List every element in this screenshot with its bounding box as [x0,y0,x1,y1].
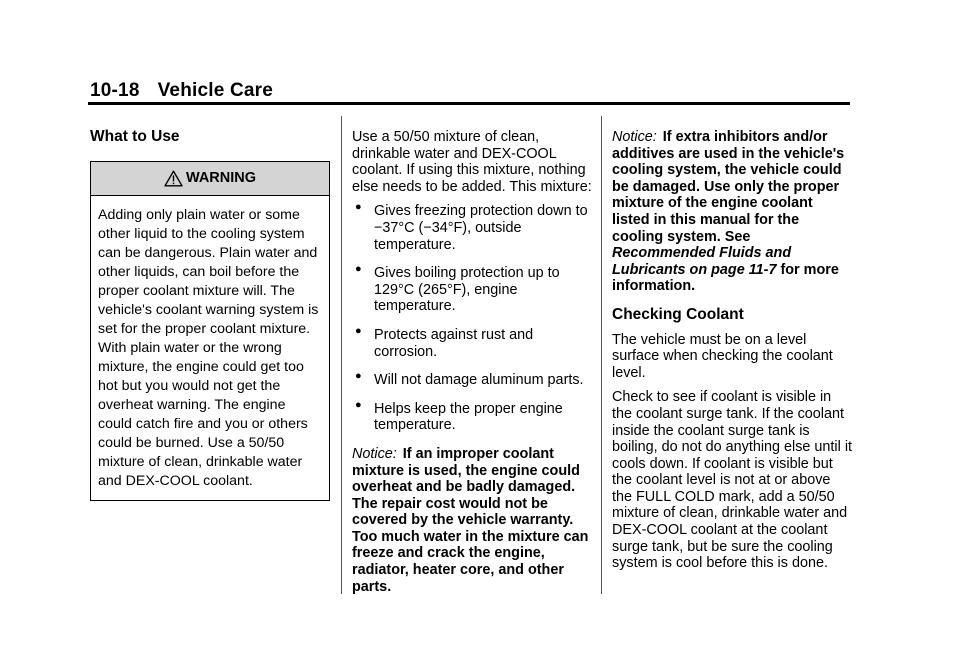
bullet-icon: ● [355,263,362,276]
warning-title: WARNING [185,169,257,186]
cross-reference-link[interactable]: Recommended Fluids and Lubricants on page 11‑7 [612,245,792,278]
list-item: ● Will not damage aluminum parts. [355,370,584,389]
mixture-bullet-list [352,203,592,434]
page-header [90,80,273,102]
column-left [90,129,330,501]
column-divider [341,116,342,594]
column-middle [352,129,592,603]
notice-text: If extra inhibitors and/or additives are used in the vehicle's cooling system, the vehicle could be damaged. Use only the proper mixture of the engine coolant listed in this manual for the cooling system. See [612,129,845,245]
mixture-intro: Use a 50/50 mixture of clean, drinkable water and DEX-COOL coolant. If using this mixture, nothing else needs to be added. This mixture: [352,129,592,195]
section-title: Vehicle Care [157,80,274,101]
column-divider [601,116,602,594]
checking-coolant-heading: Checking Coolant [612,305,744,323]
bullet-icon: ● [355,201,362,214]
notice-improper-mixture [352,446,592,595]
bullet-icon: ● [355,370,362,383]
list-item: ● Gives freezing protection down to −37°C (−34°F), outside temperature. [355,201,588,253]
warning-text: Adding only plain water or some other liquid to the cooling system can be dangerous. Plain water and other liquids, can boil before the proper coolant mixture will. The vehicle's coolant warning system is set for the proper coolant mixture. With plain water or the wrong mixture, the engine could get too hot but you would not get the overheat warning. The engine could catch fire and you or others could be burned. Use a 50/50 mixture of clean, drinkable water and DEX-COOL coolant. [98,206,319,489]
bullet-icon: ● [355,398,362,411]
bullet-icon: ● [355,324,362,337]
what-to-use-heading: What to Use [90,128,180,145]
list-item: ● Protects against rust and corrosion. [355,324,534,360]
notice-inhibitors [612,129,852,295]
paragraph: Check to see if coolant is visible in the coolant surge tank. If the coolant inside the coolant surge tank is boiling, do not do anything else until it cools down. If coolant is visible but the coolant level is not at or above the FULL COLD mark, add a 50/50 mixture of clean, drinkable water and DEX-COOL coolant at the coolant surge tank, but be sure the cooling system is cool before this is done. [612,389,853,572]
notice-text: If an improper coolant mixture is used, the engine could overheat and be badly damaged. The repair cost would not be covered by the vehicle warranty. Too much water in the mixture can freeze and crack the engine, radiator, heater core, and other parts. [352,445,589,595]
list-item: ● Helps keep the proper engine temperature. [355,398,563,434]
notice-label: Notice: [612,129,657,145]
warning-triangle-icon [164,170,183,187]
paragraph: The vehicle must be on a level surface when checking the coolant level. [612,331,833,381]
warning-box [90,161,330,501]
notice-label: Notice: [352,445,397,462]
notice-text-end: for more information. [612,261,839,295]
header-rule [88,102,850,105]
column-right [612,129,852,580]
warning-header [91,162,329,196]
list-item: ● Gives boiling protection up to 129°C (265°F), engine temperature. [355,263,560,315]
page-number: 10-18 [90,80,140,101]
